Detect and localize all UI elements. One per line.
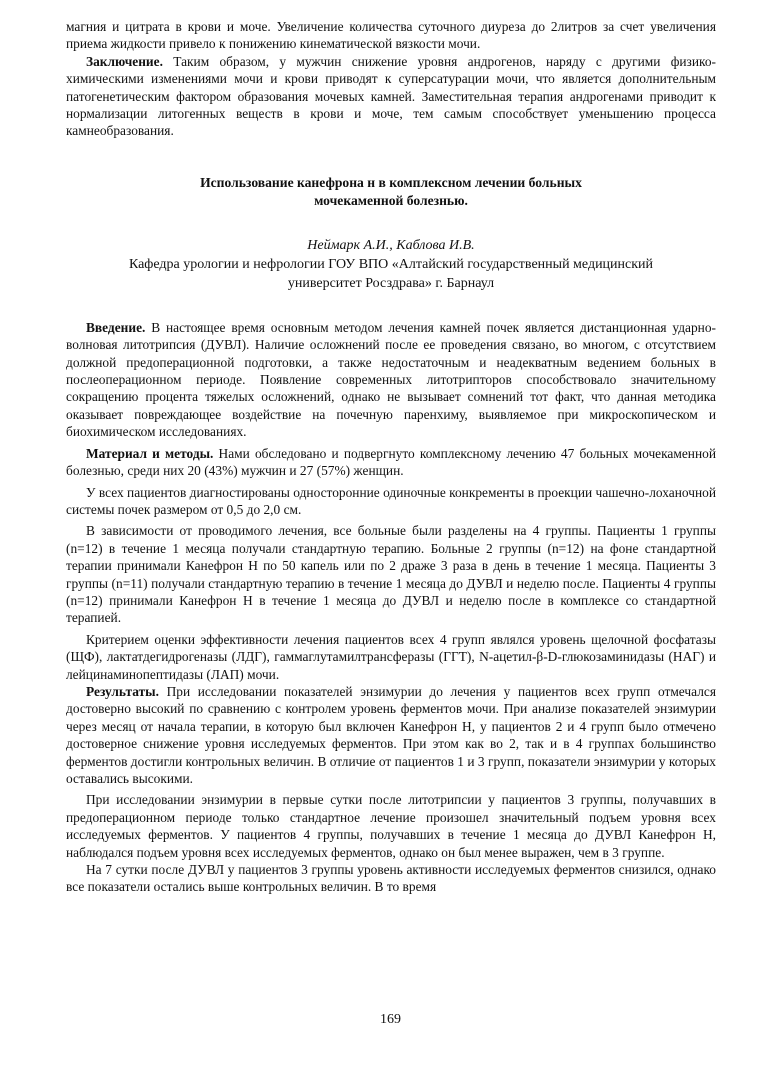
results-text: При исследовании показателей энзимурии до лечения у пациентов всех групп отмечался достоверно высокий по сравнению с контролем уровень ферментов мочи. При анализе показателей энзимурии через месяц от начала терапии, в которую был включен Канефрон Н, у пациентов 2 и 4 групп было отмечено достоверное снижение уровня исследуемых ферментов. При этом как во 2, так и в 4 группах большинство ферментов достигли контрольных величин. В отличие от пациентов 1 и 3 групп, показатели энзимурии у которых оставались высокими. (66, 683, 716, 786)
day7-paragraph: На 7 сутки после ДУВЛ у пациентов 3 группы уровень активности исследуемых ферментов снизился, однако все показатели остались выше контрольных величин. В то время (66, 862, 716, 895)
diagnosis-paragraph: У всех пациентов диагностированы односторонние одиночные конкременты в проекции чашечно-лоханочной системы почек размером от 0,5 до 2,0 см. (66, 484, 716, 517)
conclusion-text: Таким образом, у мужчин снижение уровня андрогенов, наряду с другими физико-химическими изменениями мочи и крови приводят к суперсатурации мочи, что является дополнительным патогенетическим фактором образования мочевых камней. Заместительная терапия андрогенами приводит к нормализации литогенных веществ в крови и моче, тем самым способствует уменьшению процесса камнеобразования. (66, 53, 716, 139)
methods-label: Материал и методы. (86, 445, 214, 461)
introduction-label: Введение. (86, 319, 146, 335)
article-title (66, 174, 716, 210)
page-number: 169 (380, 1012, 401, 1027)
article-authors: Неймарк А.И., Каблова И.В. (307, 237, 475, 253)
groups-paragraph: В зависимости от проводимого лечения, все больные были разделены на 4 группы. Пациенты 1 группы (n=12) в течение 1 месяца получали стандартную терапию. Больные 2 группы (n=12) на фоне стандартной терапии принимали Канефрон Н по 50 капель или по 2 драже 3 раза в день в течение 1 месяца. Пациенты 3 группы (n=11) получали стандартную терапию в течение 1 месяца до ДУВЛ и неделю после. Пациенты 4 группы (n=12) принимали Канефрон Н в течение 1 месяца до ДУВЛ и неделю после в комплексе со стандартной терапией. (66, 523, 716, 626)
methods-paragraph (66, 445, 716, 480)
affiliation-line-1: Кафедра урологии и нефрологии ГОУ ВПО «Алтайский государственный медицинский (128, 256, 654, 272)
methods-text: Нами обследовано и подвергнуто комплексному лечению 47 больных мочекаменной болезнью, среди них 20 (43%) мужчин и 27 (57%) женщин. (66, 445, 716, 479)
introduction-paragraph (66, 319, 716, 441)
article-title-line-2: мочекаменной болезнью. (314, 192, 468, 208)
first-day-paragraph: При исследовании энзимурии в первые сутки после литотрипсии у пациентов 3 группы, получавших в предоперационном периоде только стандартное лечение произошел значительный подъем уровня всех исследуемых ферментов. У пациентов 4 группы, получавших в течение 1 месяца до ДУВЛ Канефрон Н, наблюдался подъем уровня всех исследуемых ферментов, однако он был менее выражен, чем в 3 группе. (66, 792, 716, 860)
results-paragraph (66, 683, 716, 787)
criteria-paragraph: Критерием оценки эффективности лечения пациентов всех 4 групп являлся уровень щелочной фосфатазы (ЩФ), лактатдегидрогеназы (ЛДГ), гаммаглутамилтрансферазы (ГГТ), N-ацетил-β-D-глюкозаминидазы (НАГ) и лейцинаминопептидазы (ЛАП) мочи. (66, 631, 716, 682)
introduction-text: В настоящее время основным методом лечения камней почек является дистанционная ударно-волновая литотрипсия (ДУВЛ). Наличие осложнений после ее проведения связано, во многом, с отсутствием должной предоперационной подготовки, а также недостаточным и неадекватным ведением больных в послеоперационном периоде. Появление современных литотрипторов способствовало значительному сокращению процента тяжелых осложнений, однако не вызывает сомнений тот факт, что данная методика оказывает повреждающее воздействие на почечную паренхиму, выявляемое при микроскопическом и биохимическом исследованиях. (66, 319, 716, 440)
article-affiliation (66, 255, 716, 293)
article-title-line-1: Использование канефрона н в комплексном лечении больных (200, 174, 582, 190)
previous-article-paragraph: магния и цитрата в крови и моче. Увеличение количества суточного диуреза до 2литров за счет увеличения приема жидкости привело к понижению кинематической вязкости мочи. (66, 19, 716, 52)
conclusion-paragraph (66, 53, 716, 140)
affiliation-line-2: университет Росздрава» г. Барнаул (287, 275, 495, 291)
article-page (66, 18, 716, 896)
conclusion-label: Заключение. (86, 53, 163, 69)
results-label: Результаты. (86, 683, 159, 699)
